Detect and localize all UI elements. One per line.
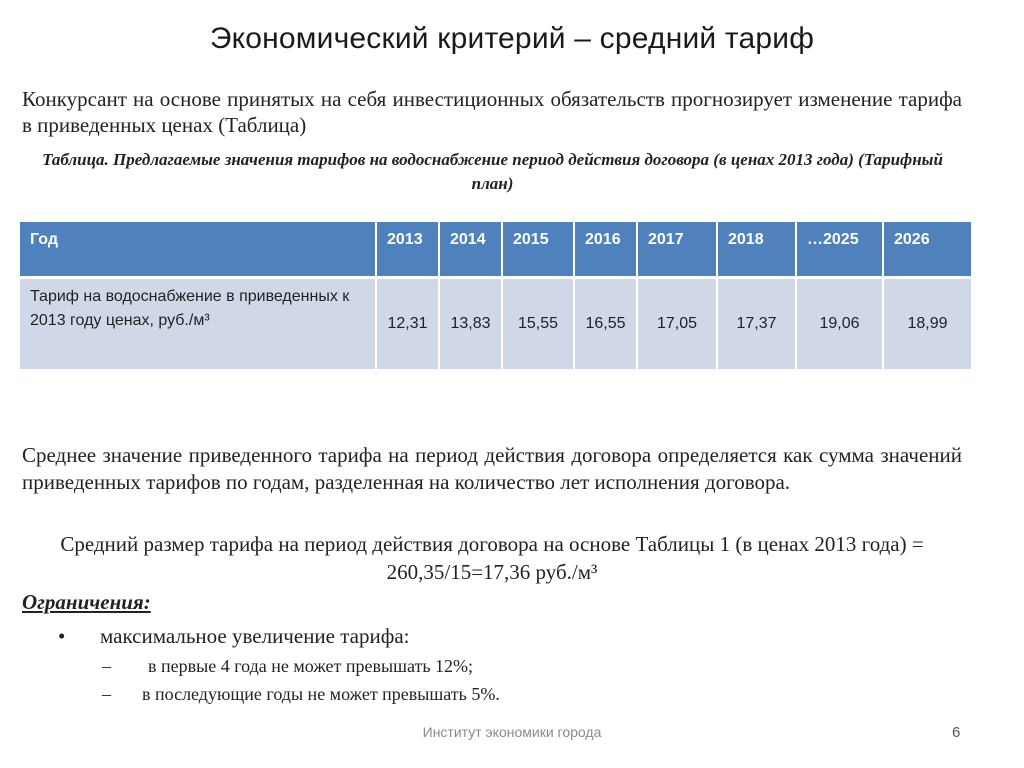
tariff-value: 13,83 — [439, 277, 502, 369]
header-year: 2018 — [717, 222, 796, 277]
average-definition-paragraph: Среднее значение приведенного тарифа на период действия договора определяется как сумма значений приведенных тарифов по годам, разделенная на количество лет исполнения договора. — [22, 443, 962, 494]
dash-icon: – — [102, 684, 111, 704]
tariff-value: 17,05 — [637, 277, 717, 369]
tariff-value: 12,31 — [376, 277, 439, 369]
header-year: …2025 — [796, 222, 883, 277]
header-year: 2013 — [376, 222, 439, 277]
intro-paragraph: Конкурсант на основе принятых на себя инвестиционных обязательств прогнозирует изменение тарифа в приведенных ценах (Таблица) — [22, 87, 962, 137]
row-label-tariff: Тариф на водоснабжение в приведенных к 2013 году ценах, руб./м³ — [20, 277, 376, 369]
tariff-value: 17,37 — [717, 277, 796, 369]
sub-list-item — [102, 656, 473, 677]
bullet-text: максимальное увеличение тарифа: — [100, 624, 410, 648]
header-year: 2026 — [883, 222, 971, 277]
sub-list-item — [102, 684, 500, 705]
sub-item-text: в первые 4 года не может превышать 12%; — [148, 656, 474, 676]
average-calculation: Средний размер тарифа на период действия договора на основе Таблицы 1 (в ценах 2013 года) = 260,35/15=17,36 руб./м³ — [60, 532, 924, 584]
table-header-row — [20, 222, 971, 277]
tariff-value: 16,55 — [574, 277, 637, 369]
table-caption: Таблица. Предлагаемые значения тарифов на водоснабжение период действия договора (в ценах 2013 года) (Тарифный план) — [42, 150, 943, 193]
header-year: 2017 — [637, 222, 717, 277]
tariff-value: 18,99 — [883, 277, 971, 369]
tariff-table — [20, 222, 971, 369]
list-item — [58, 624, 410, 649]
bullet-icon: • — [58, 624, 66, 648]
table-row — [20, 277, 971, 369]
header-year-label: Год — [20, 222, 376, 277]
header-year: 2014 — [439, 222, 502, 277]
dash-icon: – — [102, 656, 111, 676]
sub-item-text: в последующие годы не может превышать 5%. — [142, 684, 500, 704]
header-year: 2016 — [574, 222, 637, 277]
page-number: 6 — [952, 724, 961, 741]
footer-text: Институт экономики города — [422, 724, 602, 740]
slide-title: Экономический критерий – средний тариф — [209, 22, 815, 55]
header-year: 2015 — [502, 222, 574, 277]
tariff-value: 15,55 — [502, 277, 574, 369]
tariff-value: 19,06 — [796, 277, 883, 369]
limits-heading: Ограничения: — [22, 590, 151, 614]
